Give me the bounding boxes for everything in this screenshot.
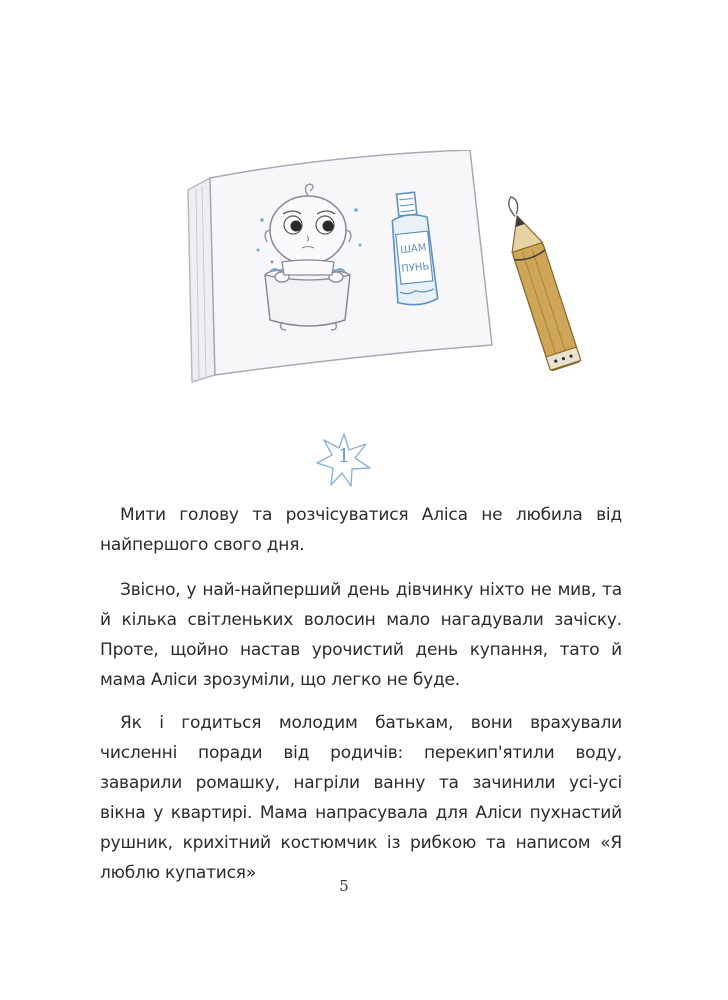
shampoo-label-line1: ШАМ	[399, 242, 427, 257]
sketchbook-illustration	[170, 150, 600, 390]
pencil-drawing	[496, 192, 581, 371]
paragraph-text: Звісно, у най-найперший день дівчинку ніхто не мив, та й кілька світленьких волосин мало нагадували зачіску. Проте, щойно настав урочистий день купання, тато й мама Аліси зрозуміли, що легко не буде.	[100, 580, 622, 690]
paragraph-2	[100, 575, 622, 695]
paragraph-1	[100, 500, 622, 560]
sketchbook-page	[210, 150, 492, 375]
paragraph-3	[100, 708, 622, 888]
chapter-number: 1	[337, 445, 351, 467]
shampoo-label-line2: ПУНЬ	[400, 261, 430, 276]
page-number: 5	[339, 877, 349, 895]
baby-head	[270, 196, 346, 264]
paragraph-text: Як і годиться молодим батькам, вони врахували численні поради від родичів: перекип'ятили воду, заварили ромашку, нагріли ванну та зачинили усі-усі вікна у квартирі. Мама напрасувала для Аліси пухнастий рушник, крихітний костюмчик із рибкою та написом «Я люблю купатися»	[100, 713, 622, 883]
paragraph-text: Мити голову та розчісуватися Аліса не любила від найпершого свого дня.	[100, 505, 622, 555]
